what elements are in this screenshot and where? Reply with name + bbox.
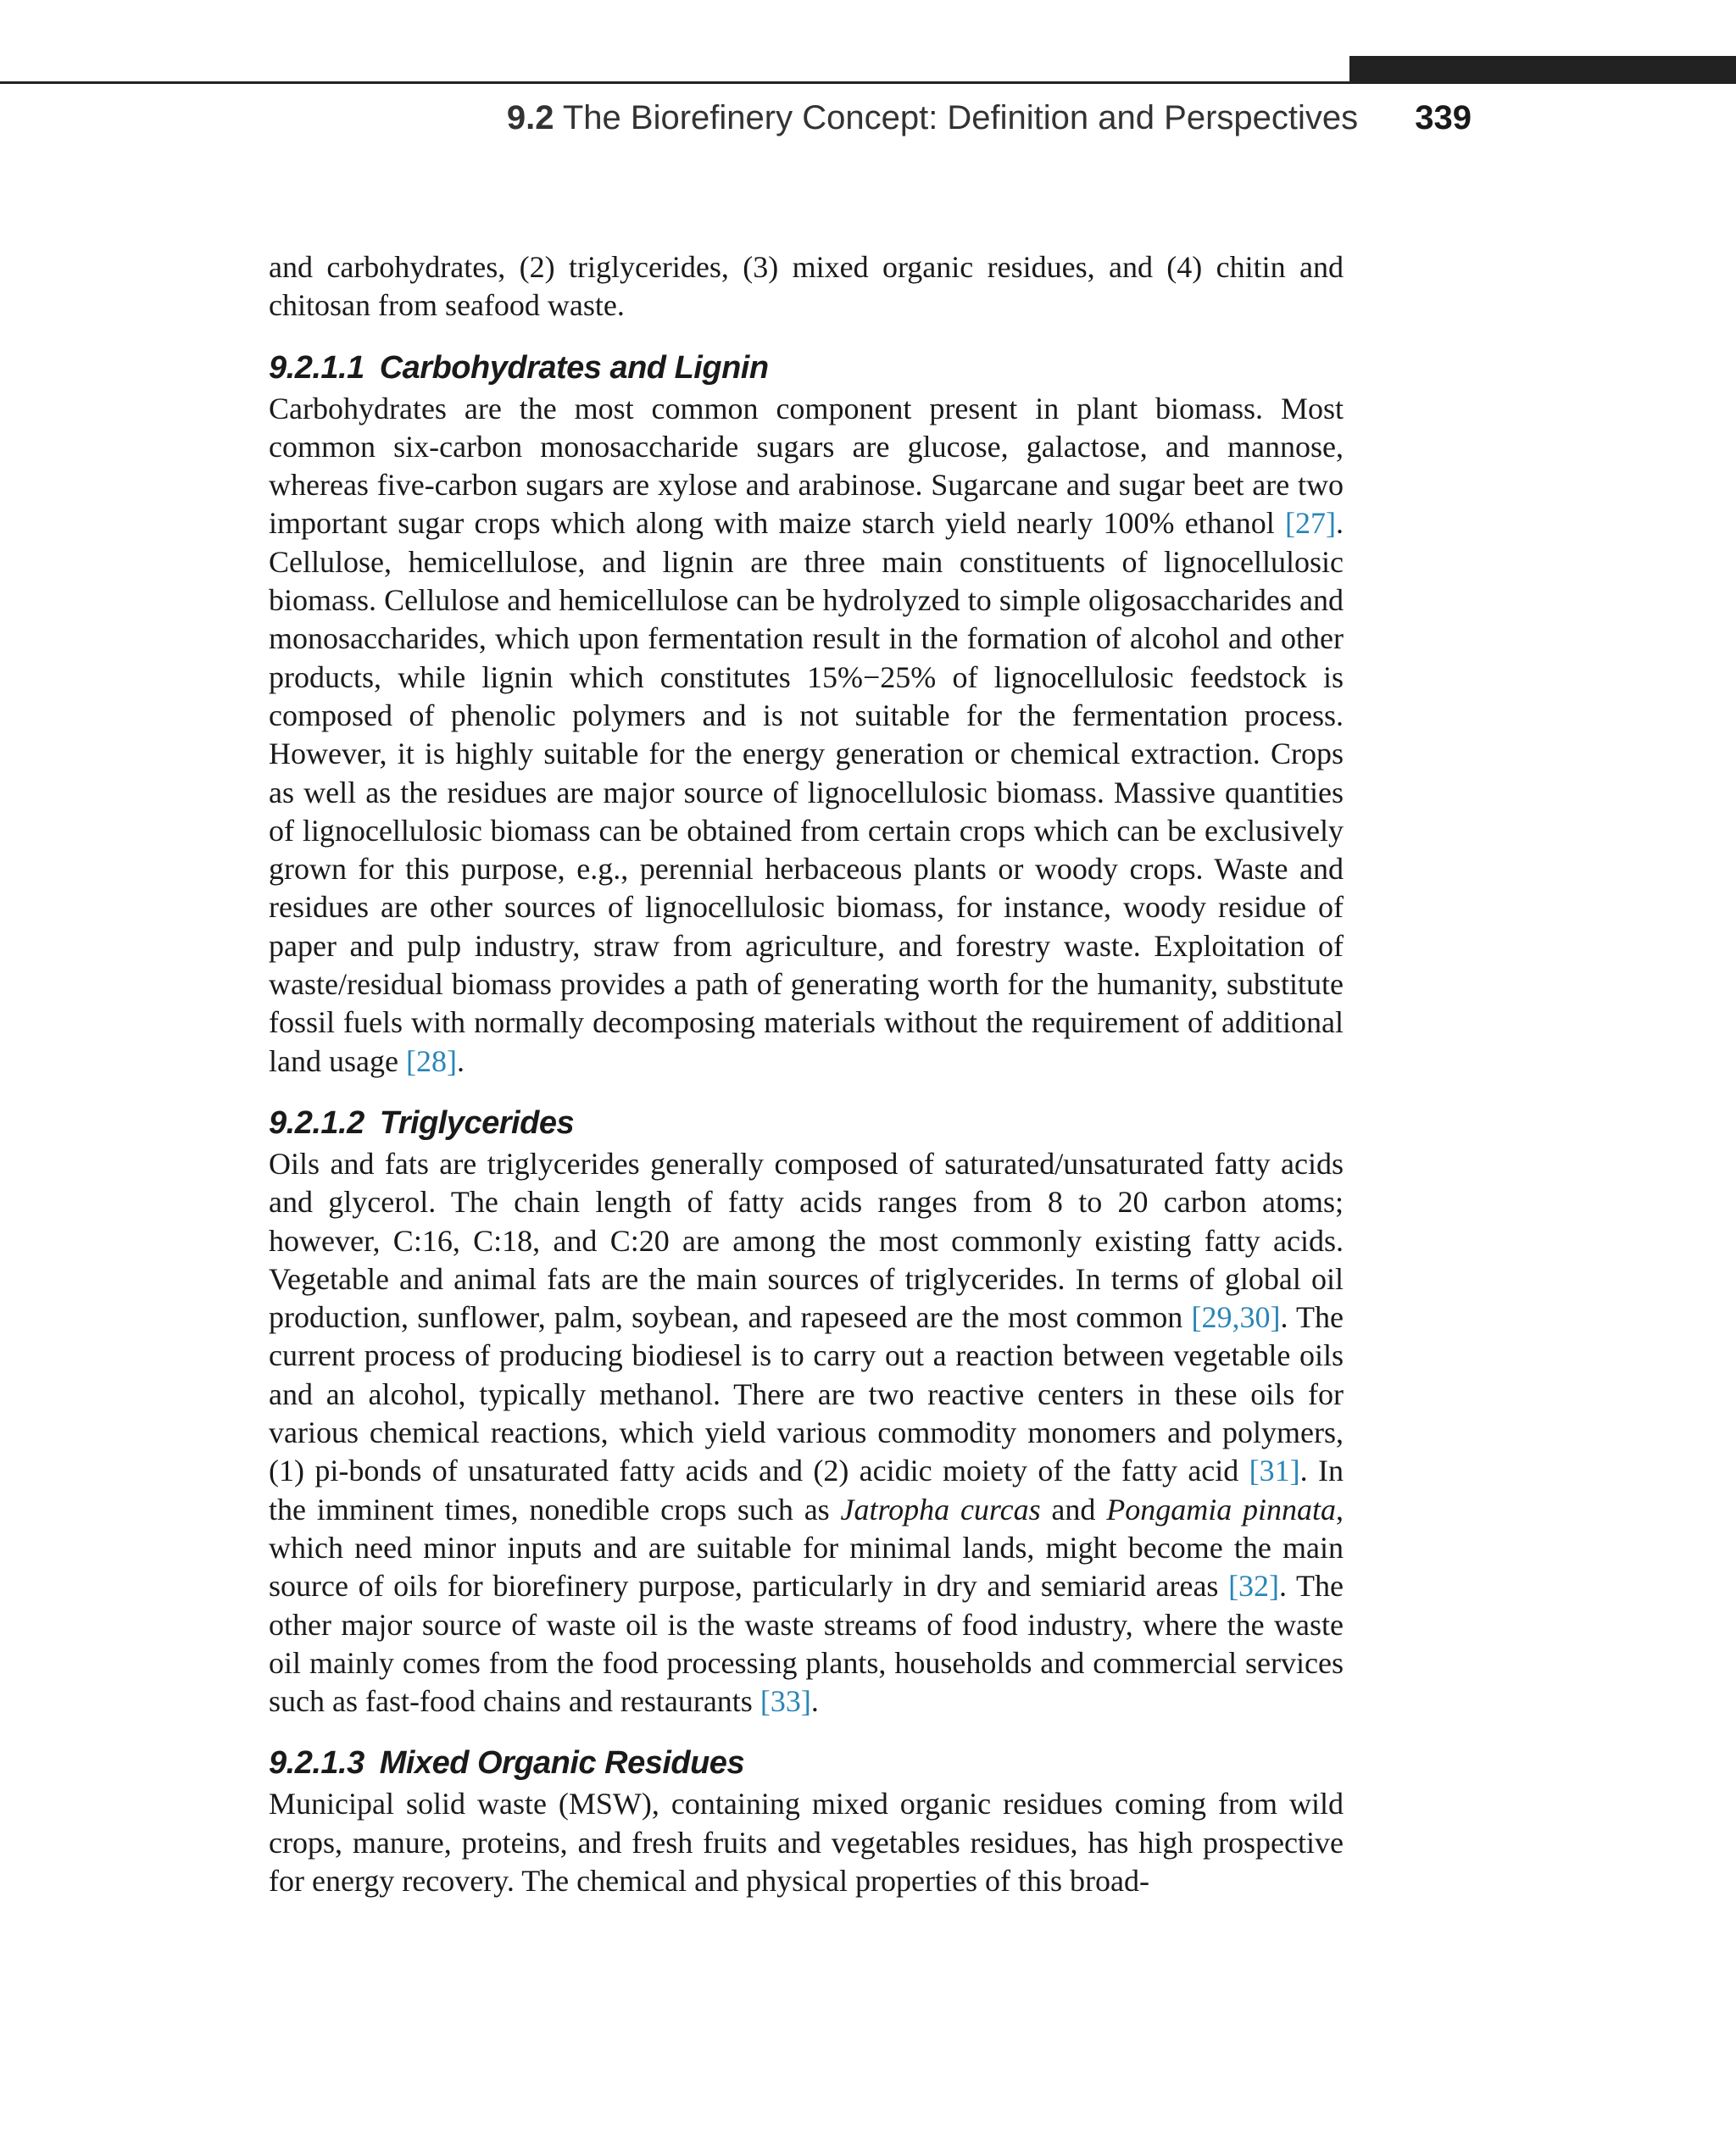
citation-link-32[interactable]: [32] <box>1228 1569 1280 1604</box>
heading-carbohydrates-and-lignin <box>269 346 1344 390</box>
text-run: . The other major source of waste oil is the waste streams of food industry, where the waste oil mainly comes from the food processing plants, households and commercial services such as fast-food chains and restaurants <box>269 1569 1344 1719</box>
text-run: and <box>1040 1492 1107 1527</box>
header-rule <box>0 81 1349 84</box>
text-run: , which need minor inputs and are suitable for minimal lands, might become the main source of oils for biorefinery purpose, particularly in dry and semiarid areas <box>269 1492 1344 1604</box>
heading-title: Carbohydrates and Lignin <box>379 349 769 386</box>
text-run: . The current process of producing biodiesel is to carry out a reaction between vegetable oils and an alcohol, typically methanol. There are two reactive centers in these oils for various chemical reactions, which yield various commodity monomers and polymers, (1) pi-bonds of unsaturated fatty acids and (2) acidic moiety of the fatty acid <box>269 1300 1344 1488</box>
page-number: 339 <box>1415 99 1472 136</box>
text-run: . Cellulose, hemicellulose, and lignin are three main constituents of lignocellulosic biomass. Cellulose and hemicellulose can be hydrolyzed to simple oligosaccharides and monosaccharides, which upon fermentation result in the formation of alcohol and other products, while lignin which constitutes 15%−25% of lignocellulosic feedstock is composed of phenolic polymers and is not suitable for the fermentation process. However, it is highly suitable for the energy generation or chemical extraction. Crops as well as the residues are major source of lignocellulosic biomass. Massive quantities of lignocellulosic biomass can be obtained from certain crops which can be exclusively grown for this purpose, e.g., perennial herbaceous plants or woody crops. Waste and residues are other sources of lignocellulosic biomass, for instance, woody residue of paper and pulp industry, straw from agriculture, and forestry waste. Exploitation of waste/residual biomass provides a path of generating worth for the humanity, substitute fossil fuels with normally decomposing materials without the requirement of additional land usage <box>269 506 1344 1078</box>
citation-link-28[interactable]: [28] <box>405 1043 457 1078</box>
header-tab-block <box>1349 56 1736 84</box>
page-content <box>269 248 1344 1900</box>
heading-triglycerides <box>269 1101 1344 1145</box>
heading-number: 9.2.1.1 <box>269 349 364 386</box>
citation-link-31[interactable]: [31] <box>1249 1454 1300 1488</box>
header-section-number: 9.2 <box>506 99 554 136</box>
text-run: . <box>456 1043 465 1078</box>
heading-number: 9.2.1.2 <box>269 1104 364 1141</box>
triglycerides-paragraph <box>269 1145 1344 1721</box>
heading-title: Mixed Organic Residues <box>379 1745 745 1782</box>
species-name: Pongamia pinnata <box>1106 1492 1336 1527</box>
text-run: Carbohydrates are the most common component present in plant biomass. Most common six-carbon monosaccharide sugars are glucose, galactose, and mannose, whereas five-carbon sugars are xylose and arabinose. Sugarcane and sugar beet are two important sugar crops which along with maize starch yield nearly 100% ethanol <box>269 391 1344 541</box>
carbohydrates-paragraph <box>269 390 1344 1081</box>
text-run: . <box>810 1684 819 1719</box>
heading-mixed-organic-residues <box>269 1741 1344 1785</box>
text-run: Oils and fats are triglycerides generally composed of saturated/unsaturated fatty acids and glycerol. The chain length of fatty acids ranges from 8 to 20 carbon atoms; however, C:16, C:18, and C:20 are among the most commonly existing fatty acids. Vegetable and animal fats are the main sources of triglycerides. In terms of global oil production, sunflower, palm, soybean, and rapeseed are the most common <box>269 1146 1344 1335</box>
running-header <box>254 94 1472 142</box>
citation-link-29-30[interactable]: [29,30] <box>1191 1300 1281 1335</box>
citation-link-33[interactable]: [33] <box>760 1684 811 1719</box>
intro-paragraph: and carbohydrates, (2) triglycerides, (3) mixed organic residues, and (4) chitin and chitosan from seafood waste. <box>269 250 1344 323</box>
heading-title: Triglycerides <box>379 1104 575 1141</box>
mixed-residues-paragraph: Municipal solid waste (MSW), containing mixed organic residues coming from wild crops, manure, proteins, and fresh fruits and vegetables residues, has high prospective for energy recovery. The chemical and physical properties of this broad- <box>269 1787 1344 1898</box>
citation-link-27[interactable]: [27] <box>1285 506 1336 541</box>
heading-number: 9.2.1.3 <box>269 1745 364 1782</box>
header-section-title: The Biorefinery Concept: Definition and Perspectives <box>562 99 1359 136</box>
text-run: . In the imminent times, nonedible crops such as <box>269 1454 1344 1527</box>
species-name: Jatropha curcas <box>840 1492 1041 1527</box>
